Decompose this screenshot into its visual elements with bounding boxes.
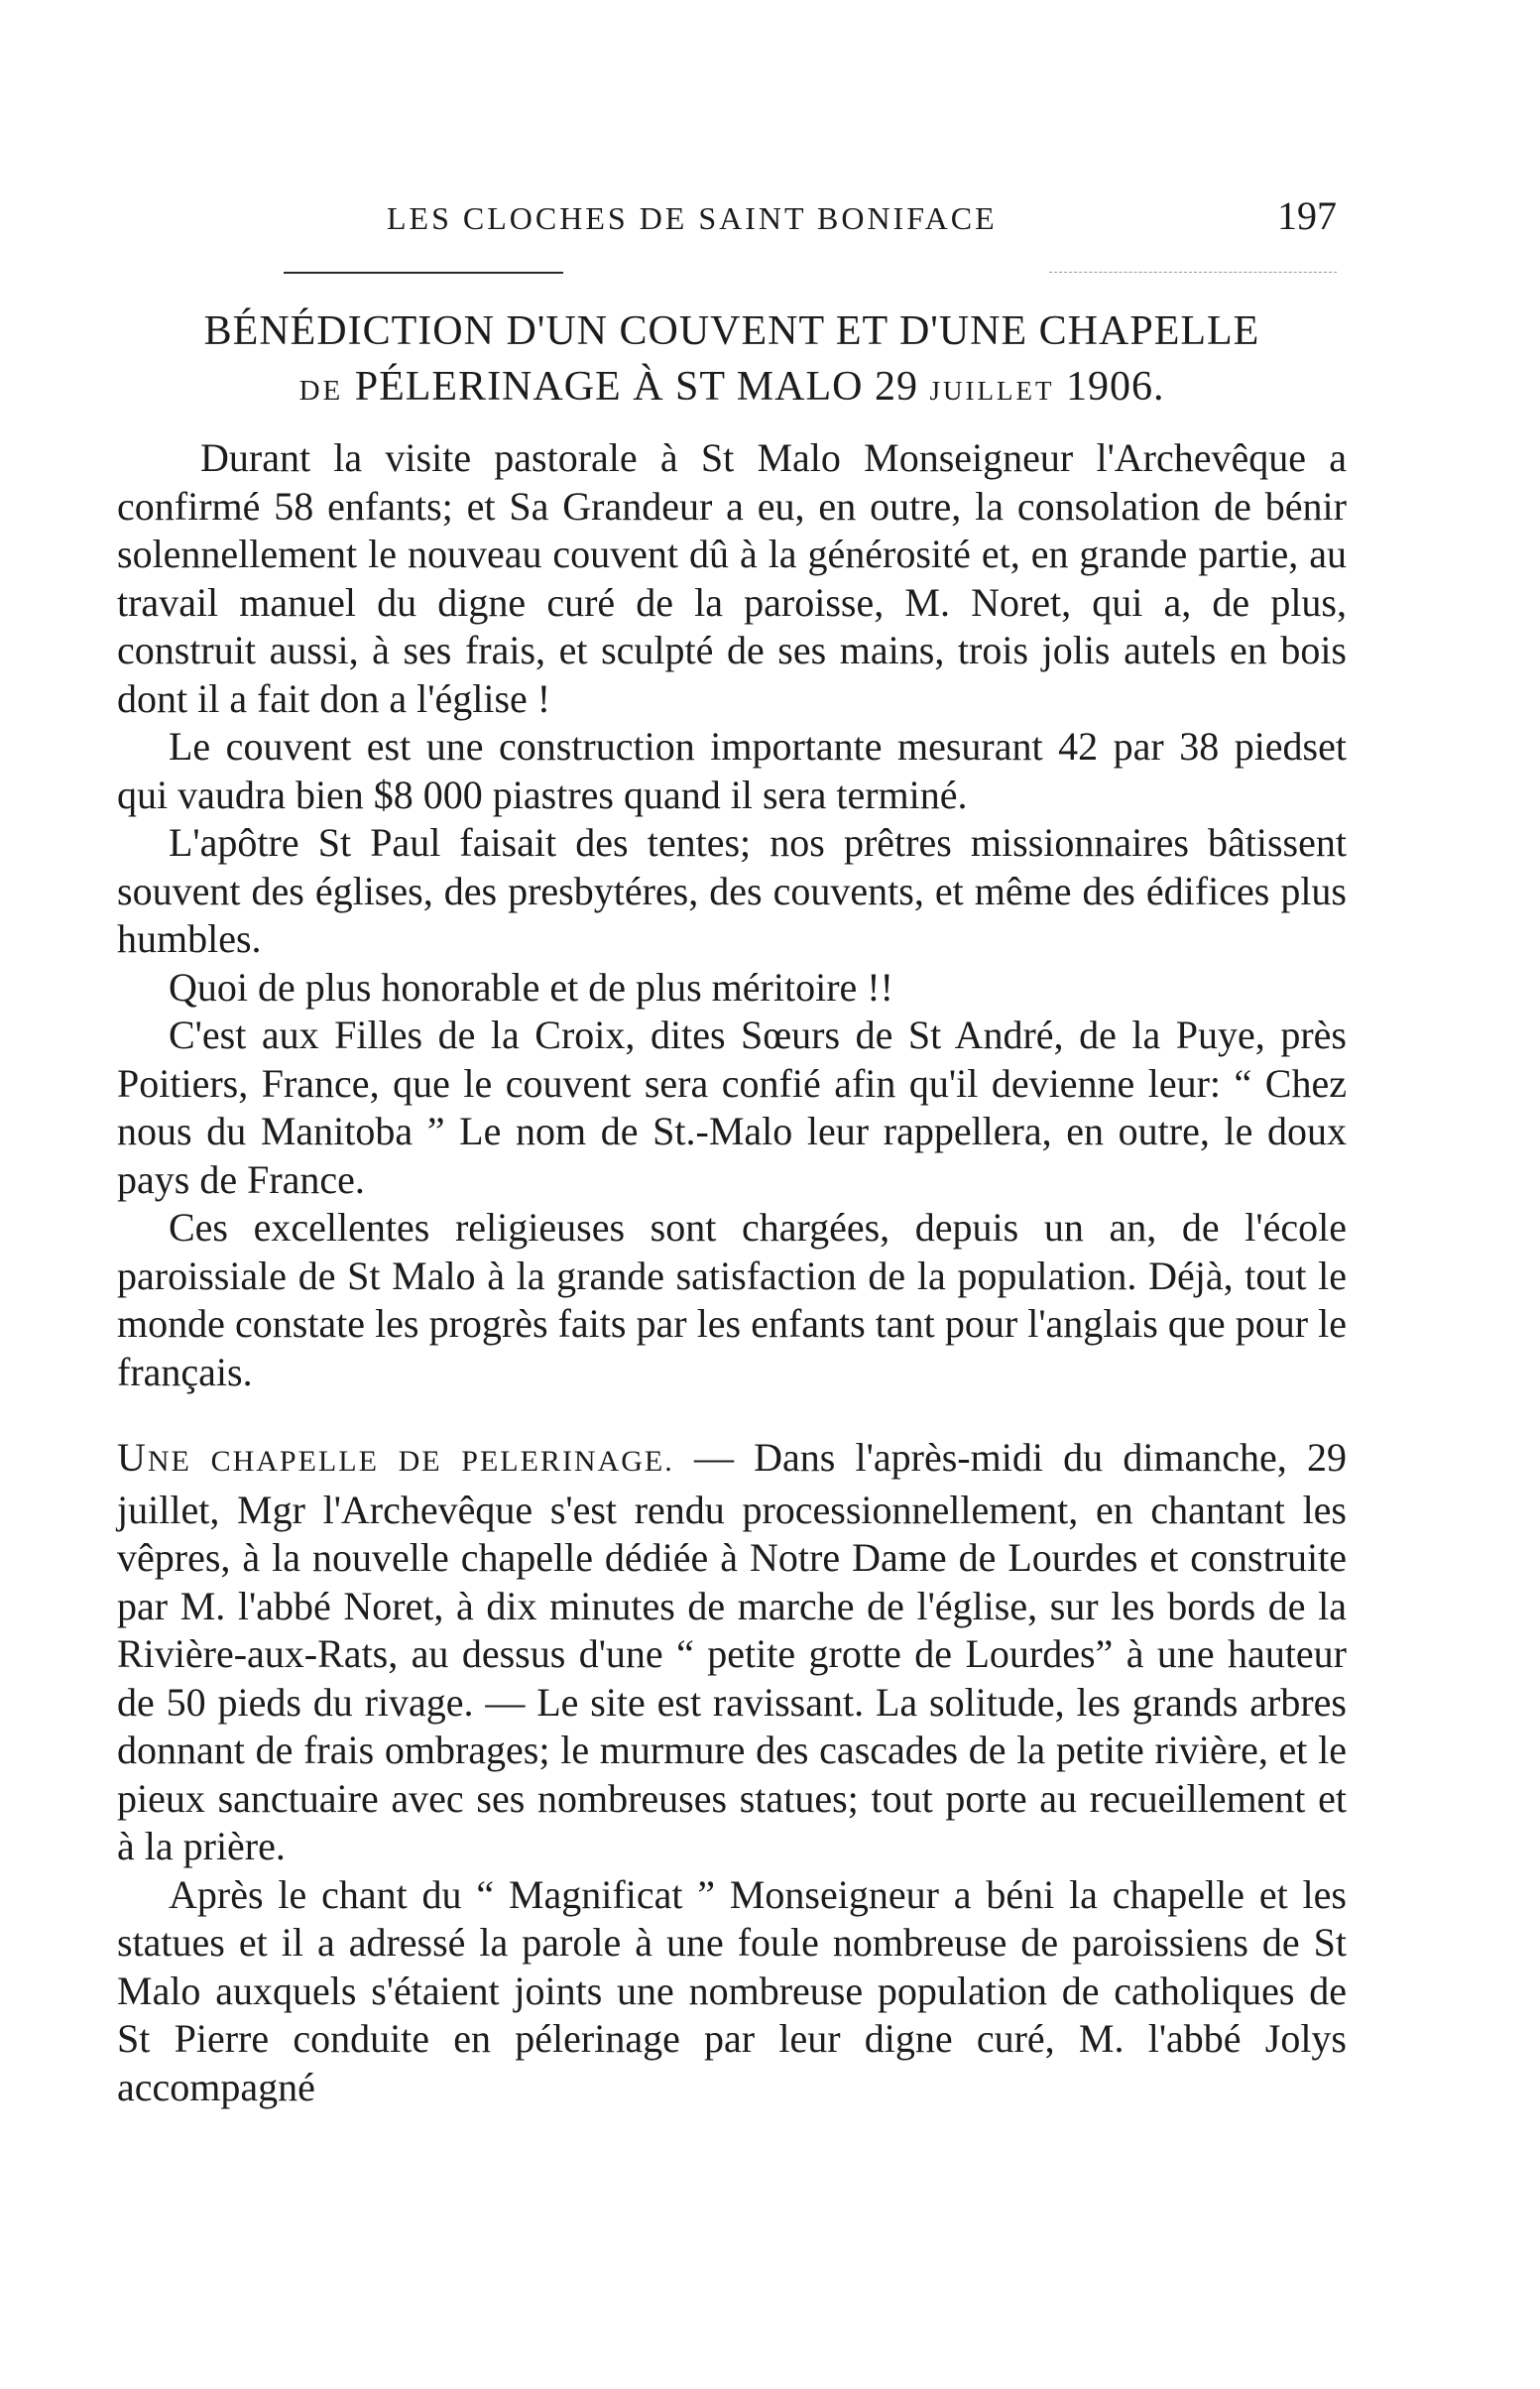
running-header [117,188,1347,248]
header-rule [284,272,563,274]
paragraph-6: Ces excellentes religieuses sont chargées, depuis un an, de l'école paroissiale de St Malo à la grande satisfaction de la population. Déjà, tout le monde constate les progrès faits par les enfants tant pour l'anglais que pour le français. [117,1205,1347,1394]
paragraph-5: C'est aux Filles de la Croix, dites Sœurs de St André, de la Puye, près Poitiers, France, que le couvent sera confié afin qu'il devienne leur: “ Chez nous du Manitoba ” Le nom de St.-Malo leur rappellera, en outre, le doux pays de France. [117,1013,1347,1202]
title-month: JUILLET [929,376,1055,406]
last-paragraph: Après le chant du “ Magnificat ” Monseigneur a béni la chapelle et les statues et il a adressé la parole à une foule nombreuse de paroissiens de St Malo auxquels s'étaient joints une nombreuse population de catholiques de St Pierre conduite en pélerinage par leur digne curé, M. l'abbé Jolys accompagné [117,1871,1347,2109]
title-line-2 [117,359,1347,418]
title-de: DE [298,375,344,407]
section-text: — Dans l'après-midi du dimanche, 29 juillet, Mgr l'Archevêque s'est rendu processionnellement, en chantant les vêpres, à la nouvelle chapelle dédiée à Notre Dame de Lourdes et construite par M. l'abbé Noret, à dix minutes de marche de l'église, sur les bords de la Rivière-aux-Rats, au dessus d'une “ petite grotte de Lourdes” à une hauteur de 50 pieds du rivage. — Le site est ravissant. La solitude, les grands arbres donnant de frais ombrages; le murmure des cascades de la petite rivière, et le pieux sanctuaire avec ses nombreuses statues; tout porte au recueillement et à la prière. [117,1435,1348,1868]
paragraph-1: Durant la visite pastorale à St Malo Monseigneur l'Archevêque a confirmé 58 enfants; et Sa Grandeur a eu, en outre, la consolation de bénir solennellement le nouveau couvent dû à la générosité et, en grande partie, au travail manuel du digne curé de la paroisse, M. Noret, qui a, de plus, construit aussi, à ses frais, et sculpté de ses mains, trois jolis autels en bois dont il a fait don a l'église ! [117,435,1347,721]
header-rule-faint [1049,272,1337,273]
paragraph-3: L'apôtre St Paul faisait des tentes; nos prêtres missionnaires bâtissent souvent des églises, des presbytéres, des couvents, et même des édifices plus humbles. [117,820,1347,961]
running-title: LES CLOCHES DE SAINT BONIFACE [387,200,998,236]
book-page [117,188,1347,2111]
paragraph-2: Le couvent est une construction importante mesurant 42 par 38 piedset qui vaudra bien $8 000 piastres quand il sera terminé. [117,724,1347,817]
paragraph-4: Quoi de plus honorable et de plus méritoire !! [169,964,893,1010]
section-paragraph [117,1434,1347,1871]
page-number: 197 [1277,193,1337,238]
section-heading: UNE CHAPELLE DE PELERINAGE. [117,1435,674,1480]
title-year: 1906. [1065,364,1165,410]
title-main: PÉLERINAGE À ST MALO 29 [354,364,918,410]
article-title [117,303,1347,418]
title-line-1: BÉNÉDICTION D'UN COUVENT ET D'UNE CHAPELLE [203,308,1260,354]
